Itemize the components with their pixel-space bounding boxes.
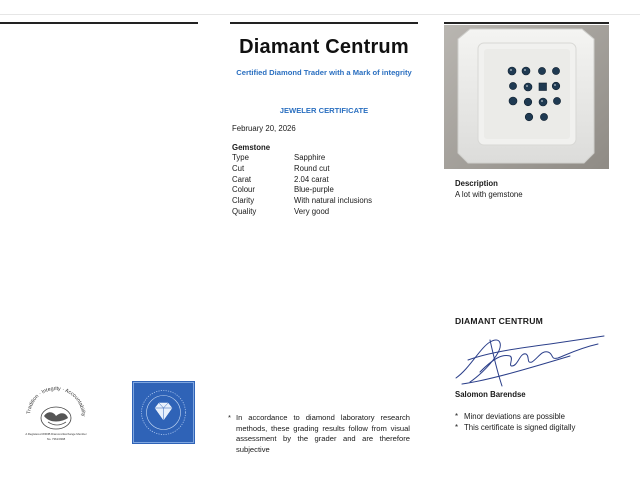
note-item bbox=[455, 422, 575, 433]
left-column-rule bbox=[0, 22, 198, 24]
spec-value: Round cut bbox=[294, 163, 330, 173]
signature-notes bbox=[455, 411, 575, 433]
top-divider bbox=[0, 14, 640, 15]
spec-label: Clarity bbox=[232, 196, 255, 206]
spec-value: Blue-purple bbox=[294, 185, 334, 195]
note-item bbox=[455, 411, 575, 422]
certificate-date: February 20, 2026 bbox=[232, 124, 296, 133]
spec-row-carat bbox=[232, 175, 372, 186]
spec-value: With natural inclusions bbox=[294, 196, 373, 206]
spec-row-cut bbox=[232, 164, 372, 175]
gemstone-specs bbox=[232, 153, 372, 218]
spec-label: Cut bbox=[232, 163, 245, 173]
svg-text:No. 7361/0398: No. 7361/0398 bbox=[46, 437, 66, 441]
spec-row-type bbox=[232, 153, 372, 164]
gemstone-photo bbox=[444, 25, 609, 169]
bullet: * bbox=[455, 412, 459, 421]
company-title: Diamant Centrum bbox=[239, 36, 409, 58]
description-heading: Description bbox=[455, 179, 498, 188]
spec-row-clarity bbox=[232, 196, 372, 207]
spec-value: 2.04 carat bbox=[294, 174, 329, 184]
spec-label: Colour bbox=[232, 185, 255, 195]
right-column-rule bbox=[444, 22, 609, 24]
spec-label: Quality bbox=[232, 206, 257, 216]
svg-text:Tradition · Integrity · Accoun: Tradition · Integrity · Accountability bbox=[26, 386, 87, 417]
center-column-rule bbox=[230, 22, 418, 24]
note-text: This certificate is signed digitally bbox=[464, 423, 576, 432]
description-text: A lot with gemstone bbox=[455, 190, 523, 199]
note-text: Minor deviations are possible bbox=[464, 412, 565, 421]
diamond-certificate-logo bbox=[132, 381, 195, 444]
wfdb-seal-logo bbox=[20, 386, 92, 444]
disclaimer bbox=[228, 413, 410, 455]
disclaimer-text: In accordance to diamond laboratory research methods, these grading results follow from visual assessment by the grader and are therefore subjective bbox=[236, 413, 410, 454]
bullet: * bbox=[455, 423, 459, 432]
handwritten-signature bbox=[450, 328, 610, 390]
spec-label: Carat bbox=[232, 174, 252, 184]
spec-row-quality bbox=[232, 207, 372, 218]
svg-text:A Registered WFDB Diamond Exch: A Registered WFDB Diamond Exchange Member bbox=[25, 432, 87, 436]
signature-company: DIAMANT CENTRUM bbox=[455, 316, 543, 326]
spec-value: Sapphire bbox=[294, 153, 326, 162]
signer-name: Salomon Barendse bbox=[455, 390, 526, 399]
spec-row-colour bbox=[232, 185, 372, 196]
spec-value: Very good bbox=[294, 206, 330, 216]
company-tagline: Certified Diamond Trader with a Mark of integrity bbox=[236, 68, 412, 77]
certificate-heading: JEWELER CERTIFICATE bbox=[279, 106, 369, 115]
gemstone-heading: Gemstone bbox=[232, 143, 271, 152]
bullet: * bbox=[228, 413, 231, 422]
spec-label: Type bbox=[232, 153, 249, 162]
